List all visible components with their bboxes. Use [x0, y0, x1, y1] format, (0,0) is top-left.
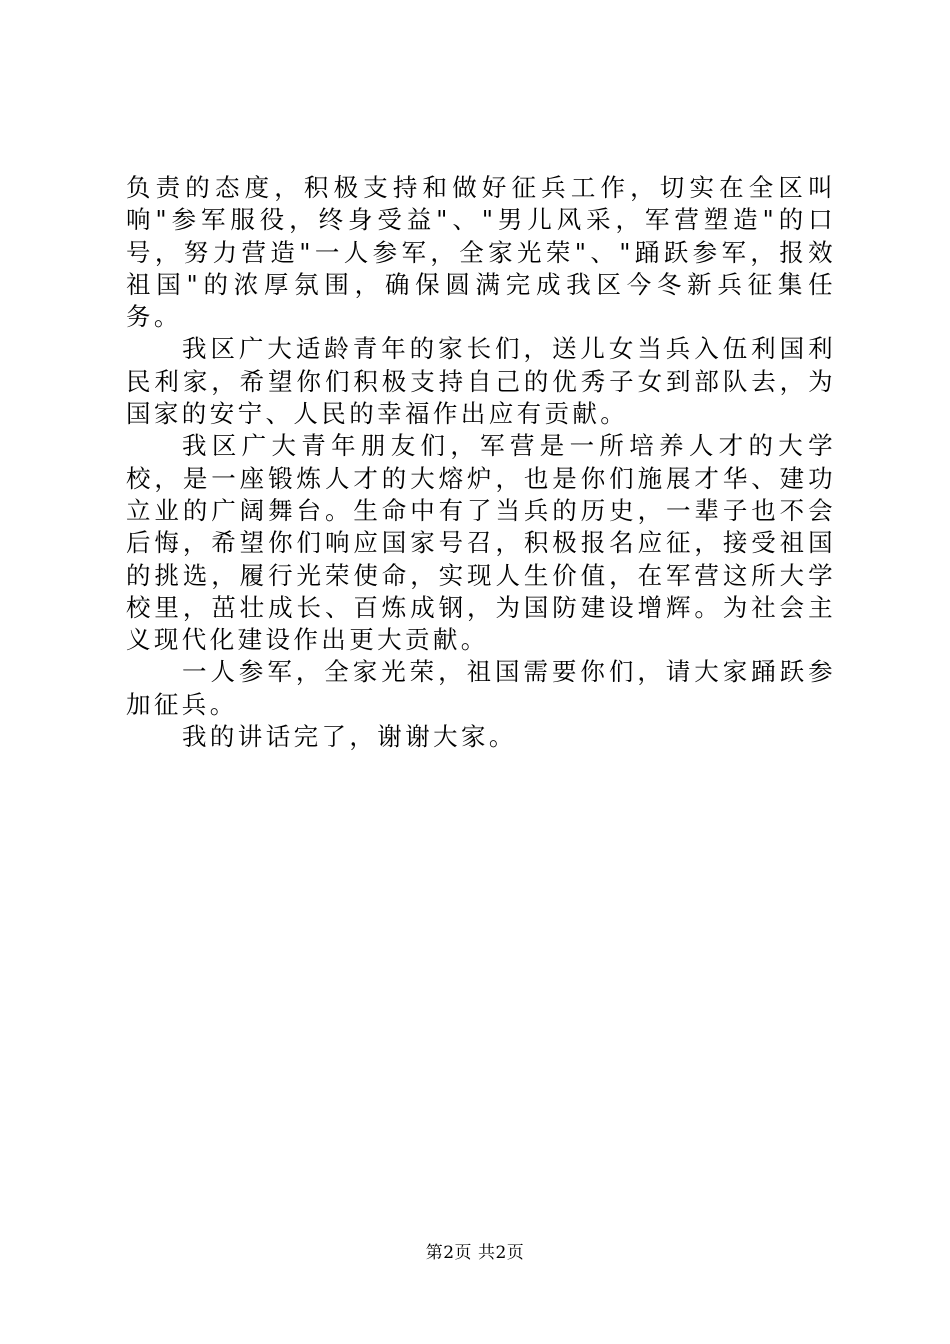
document-body: [126, 172, 836, 753]
paragraph-1: 负责的态度，积极支持和做好征兵工作，切实在全区叫响"参军服役，终身受益"、"男儿风采，军营塑造"的口号，努力营造"一人参军，全家光荣"、"踊跃参军，报效祖国"的浓厚氛围，确保圆满完成我区今冬新兵征集任务。: [126, 173, 836, 332]
paragraph-2: 我区广大适龄青年的家长们，送儿女当兵入伍利国利民利家，希望你们积极支持自己的优秀子女到部队去，为国家的安宁、人民的幸福作出应有贡献。: [126, 334, 836, 429]
paragraph-3: 我区广大青年朋友们，军营是一所培养人才的大学校，是一座锻炼人才的大熔炉，也是你们施展才华、建功立业的广阔舞台。生命中有了当兵的历史，一辈子也不会后悔，希望你们响应国家号召，积极报名应征，接受祖国的挑选，履行光荣使命，实现人生价值，在军营这所大学校里，茁壮成长、百炼成钢，为国防建设增辉。为社会主义现代化建设作出更大贡献。: [126, 431, 836, 655]
page-number-footer: 第2页 共2页: [425, 1243, 525, 1263]
paragraph-5: 我的讲话完了，谢谢大家。: [182, 722, 517, 752]
paragraph-4: 一人参军，全家光荣，祖国需要你们，请大家踊跃参加征兵。: [126, 657, 836, 719]
